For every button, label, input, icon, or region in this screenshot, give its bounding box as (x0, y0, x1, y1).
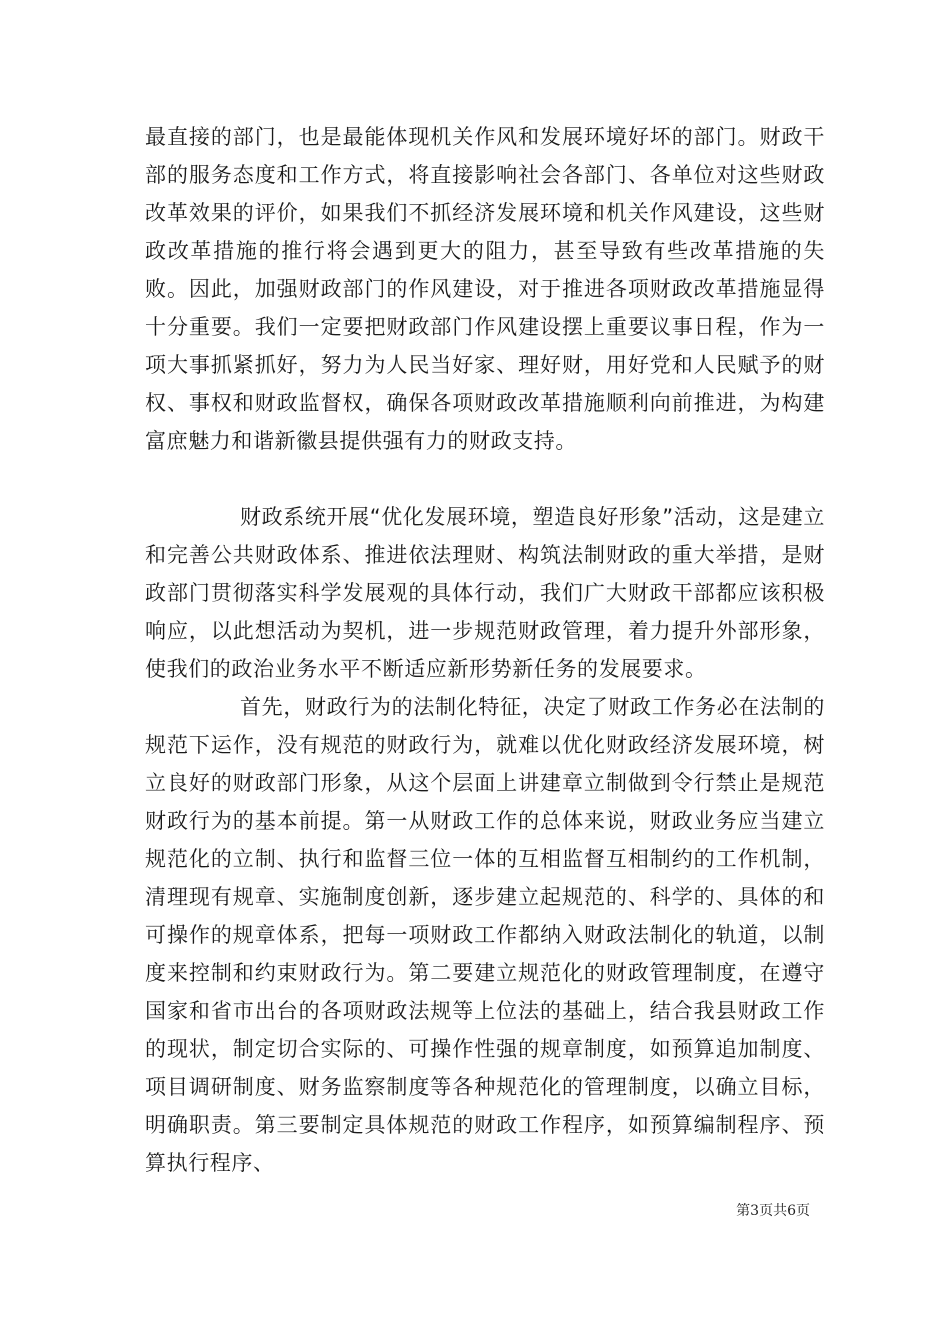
paragraph-1: 最直接的部门，也是最能体现机关作风和发展环境好坏的部门。财政干部的服务态度和工作方式，将直接影响社会各部门、各单位对这些财政改革效果的评价，如果我们不抓经济发展环境和机关作风建设，这些财政改革措施的推行将会遇到更大的阻力，甚至导致有些改革措施的失败。因此，加强财政部门的作风建设，对于推进各项财政改革措施显得十分重要。我们一定要把财政部门作风建设摆上重要议事日程，作为一项大事抓紧抓好，努力为人民当好家、理好财，用好党和人民赋予的财权、事权和财政监督权，确保各项财政改革措施顺利向前推进，为构建富庶魅力和谐新徽县提供强有力的财政支持。 (145, 125, 825, 453)
paragraph-3: 首先，财政行为的法制化特征，决定了财政工作务必在法制的规范下运作，没有规范的财政行为，就难以优化财政经济发展环境，树立良好的财政部门形象，从这个层面上讲建章立制做到令行禁止是规范财政行为的基本前提。第一从财政工作的总体来说，财政业务应当建立规范化的立制、执行和监督三位一体的互相监督互相制约的工作机制，清理现有规章、实施制度创新，逐步建立起规范的、科学的、具体的和可操作的规章体系，把每一项财政工作都纳入财政法制化的轨道，以制度来控制和约束财政行为。第二要建立规范化的财政管理制度，在遵守国家和省市出台的各项财政法规等上位法的基础上，结合我县财政工作的现状，制定切合实际的、可操作性强的规章制度，如预算追加制度、项目调研制度、财务监察制度等各种规范化的管理制度，以确立目标，明确职责。第三要制定具体规范的财政工作程序，如预算编制程序、预算执行程序、 (145, 695, 825, 1175)
page-number-footer: 第3页共6页 (736, 1203, 810, 1219)
paragraph-2: 财政系统开展“优化发展环境，塑造良好形象”活动，这是建立和完善公共财政体系、推进依法理财、构筑法制财政的重大举措，是财政部门贯彻落实科学发展观的具体行动，我们广大财政干部都应该积极响应，以此想活动为契机，进一步规范财政管理，着力提升外部形象，使我们的政治业务水平不断适应新形势新任务的发展要求。 (145, 505, 825, 681)
document-body (145, 118, 825, 1182)
